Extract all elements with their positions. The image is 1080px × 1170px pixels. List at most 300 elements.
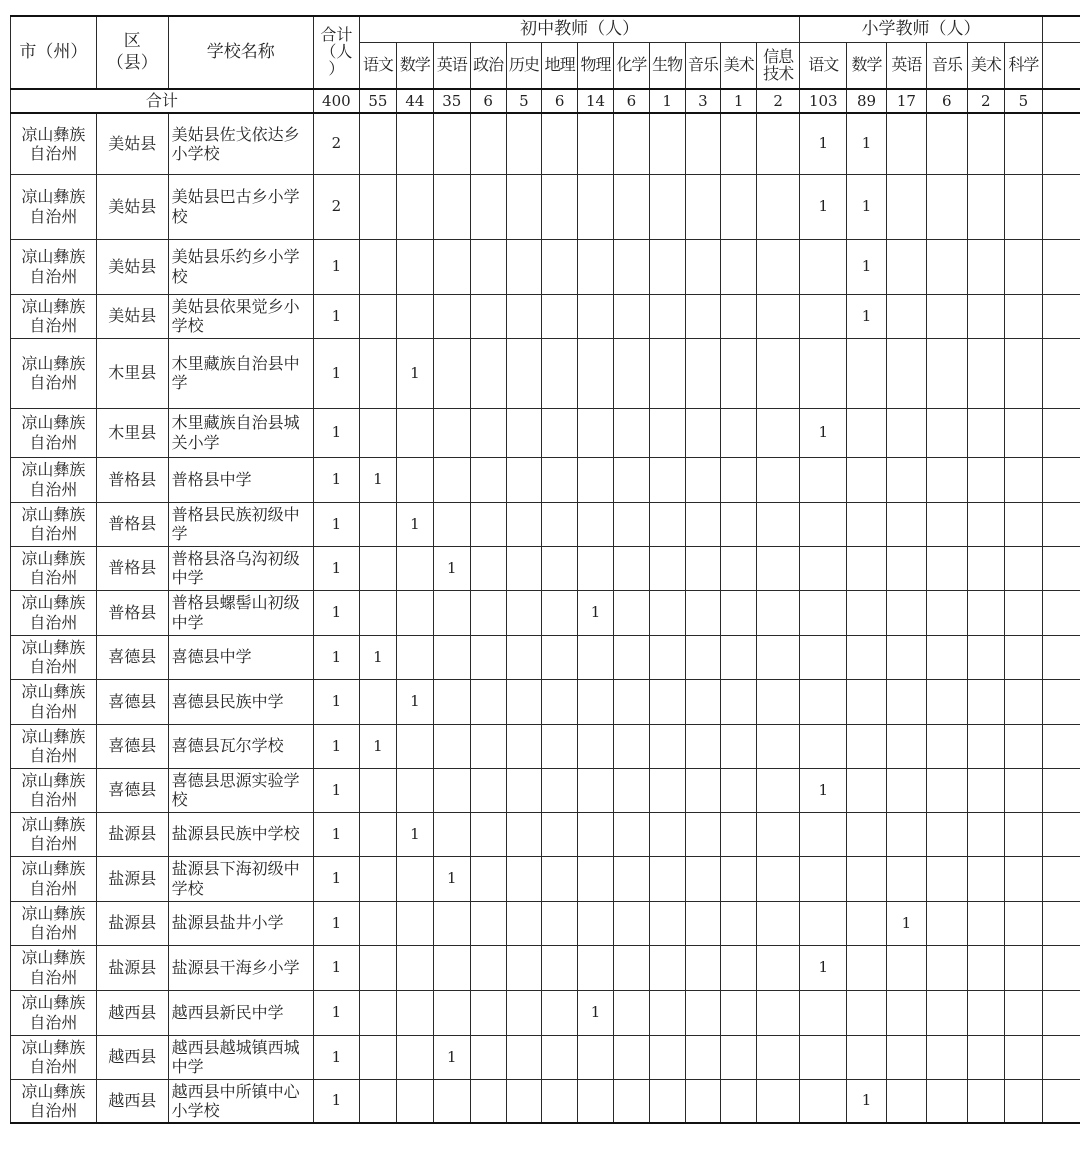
middle-count-cell xyxy=(578,679,614,724)
school-name-cell: 美姑县依果觉乡小学校 xyxy=(168,294,313,338)
primary-count-cell xyxy=(927,502,967,546)
primary-count-cell xyxy=(967,945,1005,990)
middle-count-cell xyxy=(506,901,542,945)
middle-count-cell xyxy=(757,502,800,546)
table-row xyxy=(11,294,1080,338)
middle-count-cell: 1 xyxy=(433,546,470,590)
middle-count-cell xyxy=(542,502,578,546)
middle-count-cell xyxy=(433,768,470,812)
middle-count-cell xyxy=(506,239,542,294)
header-middle-subject: 地理 xyxy=(542,42,578,89)
middle-count-cell xyxy=(578,812,614,856)
middle-count-cell xyxy=(470,724,506,768)
middle-count-cell xyxy=(649,457,685,502)
primary-count-cell xyxy=(927,945,967,990)
primary-count-cell: 1 xyxy=(800,768,847,812)
middle-count-cell xyxy=(506,113,542,174)
middle-count-cell xyxy=(649,294,685,338)
primary-count-cell xyxy=(927,174,967,239)
table-row xyxy=(11,174,1080,239)
overflow-cell xyxy=(1042,590,1080,635)
primary-count-cell xyxy=(927,1035,967,1079)
table-row xyxy=(11,113,1080,174)
header-row xyxy=(11,16,1080,42)
middle-count-cell xyxy=(578,408,614,457)
primary-count-cell xyxy=(967,457,1005,502)
middle-count-cell xyxy=(396,113,433,174)
middle-count-cell xyxy=(433,1079,470,1123)
primary-count-cell: 1 xyxy=(886,901,926,945)
middle-count-cell xyxy=(578,546,614,590)
middle-count-cell xyxy=(685,502,721,546)
middle-count-cell xyxy=(470,338,506,408)
total-primary-cell: 5 xyxy=(1005,89,1043,113)
middle-count-cell xyxy=(614,724,650,768)
city-cell: 凉山彝族 自治州 xyxy=(11,901,97,945)
header-primary-subject: 数学 xyxy=(847,42,886,89)
middle-count-cell xyxy=(649,1079,685,1123)
primary-count-cell xyxy=(886,457,926,502)
middle-count-cell xyxy=(396,1035,433,1079)
overflow-cell xyxy=(1042,174,1080,239)
overflow-cell xyxy=(1042,1035,1080,1079)
middle-count-cell xyxy=(396,239,433,294)
middle-count-cell xyxy=(578,294,614,338)
overflow-cell xyxy=(1042,901,1080,945)
middle-count-cell xyxy=(721,856,757,901)
middle-count-cell xyxy=(757,901,800,945)
middle-count-cell xyxy=(542,546,578,590)
middle-count-cell xyxy=(649,990,685,1035)
primary-count-cell xyxy=(800,812,847,856)
middle-count-cell xyxy=(685,856,721,901)
primary-count-cell xyxy=(967,174,1005,239)
middle-count-cell xyxy=(396,945,433,990)
middle-count-cell xyxy=(359,1079,396,1123)
primary-count-cell xyxy=(1005,679,1043,724)
row-total-cell: 1 xyxy=(313,856,359,901)
overflow-cell xyxy=(1042,239,1080,294)
middle-count-cell xyxy=(614,768,650,812)
primary-count-cell xyxy=(927,901,967,945)
school-name-cell: 越西县越城镇西城中学 xyxy=(168,1035,313,1079)
district-cell: 美姑县 xyxy=(96,294,168,338)
middle-count-cell xyxy=(614,546,650,590)
primary-count-cell xyxy=(1005,724,1043,768)
middle-count-cell xyxy=(721,113,757,174)
middle-count-cell xyxy=(433,294,470,338)
row-total-cell: 1 xyxy=(313,294,359,338)
header-middle-subject: 音乐 xyxy=(685,42,721,89)
middle-count-cell xyxy=(506,812,542,856)
city-cell: 凉山彝族 自治州 xyxy=(11,239,97,294)
primary-count-cell xyxy=(967,635,1005,679)
row-total-cell: 2 xyxy=(313,174,359,239)
row-total-cell: 1 xyxy=(313,239,359,294)
middle-count-cell xyxy=(542,856,578,901)
total-middle-cell: 6 xyxy=(542,89,578,113)
school-name-cell: 普格县螺髻山初级中学 xyxy=(168,590,313,635)
overflow-cell xyxy=(1042,546,1080,590)
overflow-cell xyxy=(1042,768,1080,812)
city-cell: 凉山彝族 自治州 xyxy=(11,174,97,239)
table-row xyxy=(11,1035,1080,1079)
primary-count-cell xyxy=(886,679,926,724)
middle-count-cell xyxy=(614,1035,650,1079)
middle-count-cell xyxy=(578,635,614,679)
middle-count-cell xyxy=(649,113,685,174)
middle-count-cell xyxy=(614,294,650,338)
table-row xyxy=(11,457,1080,502)
primary-count-cell xyxy=(800,679,847,724)
primary-count-cell xyxy=(927,239,967,294)
primary-count-cell xyxy=(967,239,1005,294)
header-primary-subject: 语文 xyxy=(800,42,847,89)
primary-count-cell xyxy=(800,239,847,294)
city-cell: 凉山彝族 自治州 xyxy=(11,457,97,502)
district-cell: 美姑县 xyxy=(96,113,168,174)
city-cell: 凉山彝族 自治州 xyxy=(11,1035,97,1079)
school-name-cell: 喜德县民族中学 xyxy=(168,679,313,724)
primary-count-cell xyxy=(967,901,1005,945)
middle-count-cell xyxy=(721,768,757,812)
middle-count-cell xyxy=(396,635,433,679)
middle-count-cell xyxy=(542,812,578,856)
primary-count-cell xyxy=(847,856,886,901)
primary-count-cell xyxy=(1005,1035,1043,1079)
table-row xyxy=(11,635,1080,679)
row-total-cell: 1 xyxy=(313,768,359,812)
middle-count-cell xyxy=(470,856,506,901)
middle-count-cell xyxy=(685,1035,721,1079)
middle-count-cell xyxy=(614,113,650,174)
row-total-cell: 1 xyxy=(313,724,359,768)
total-middle-cell: 2 xyxy=(757,89,800,113)
middle-count-cell xyxy=(542,724,578,768)
middle-count-cell xyxy=(757,338,800,408)
primary-count-cell xyxy=(886,113,926,174)
middle-count-cell xyxy=(542,113,578,174)
middle-count-cell xyxy=(614,635,650,679)
middle-count-cell xyxy=(721,679,757,724)
table-row xyxy=(11,856,1080,901)
middle-count-cell: 1 xyxy=(396,338,433,408)
primary-count-cell xyxy=(800,590,847,635)
total-primary-cell: 17 xyxy=(886,89,926,113)
primary-count-cell xyxy=(967,546,1005,590)
primary-count-cell xyxy=(1005,457,1043,502)
middle-count-cell xyxy=(470,590,506,635)
middle-count-cell xyxy=(470,239,506,294)
middle-count-cell xyxy=(506,768,542,812)
primary-count-cell xyxy=(1005,174,1043,239)
middle-count-cell xyxy=(757,1079,800,1123)
middle-count-cell xyxy=(649,724,685,768)
school-name-cell: 盐源县民族中学校 xyxy=(168,812,313,856)
middle-count-cell xyxy=(470,679,506,724)
middle-count-cell xyxy=(542,457,578,502)
header-primary-subject: 美术 xyxy=(967,42,1005,89)
teacher-recruitment-table xyxy=(10,15,1080,1124)
middle-count-cell xyxy=(614,990,650,1035)
middle-count-cell xyxy=(614,901,650,945)
primary-count-cell xyxy=(847,679,886,724)
middle-count-cell xyxy=(721,174,757,239)
middle-count-cell xyxy=(614,1079,650,1123)
middle-count-cell xyxy=(542,408,578,457)
primary-count-cell xyxy=(886,408,926,457)
middle-count-cell xyxy=(614,239,650,294)
middle-count-cell xyxy=(359,502,396,546)
header-middle-subject: 物理 xyxy=(578,42,614,89)
total-primary-cell: 103 xyxy=(800,89,847,113)
middle-count-cell: 1 xyxy=(359,457,396,502)
primary-count-cell xyxy=(927,113,967,174)
primary-count-cell xyxy=(927,990,967,1035)
primary-count-cell: 1 xyxy=(800,174,847,239)
middle-count-cell xyxy=(721,239,757,294)
city-cell: 凉山彝族 自治州 xyxy=(11,294,97,338)
middle-count-cell xyxy=(578,1079,614,1123)
header-middle-subject: 政治 xyxy=(470,42,506,89)
primary-count-cell xyxy=(927,1079,967,1123)
middle-count-cell xyxy=(685,679,721,724)
total-row xyxy=(11,89,1080,113)
middle-count-cell xyxy=(649,679,685,724)
primary-count-cell xyxy=(886,812,926,856)
middle-count-cell xyxy=(578,113,614,174)
header-middle-subject: 历史 xyxy=(506,42,542,89)
middle-count-cell xyxy=(649,812,685,856)
row-total-cell: 1 xyxy=(313,679,359,724)
header-middle-subject: 生物 xyxy=(649,42,685,89)
middle-count-cell xyxy=(721,812,757,856)
middle-count-cell xyxy=(470,174,506,239)
middle-count-cell xyxy=(721,945,757,990)
district-cell: 喜德县 xyxy=(96,768,168,812)
middle-count-cell xyxy=(359,239,396,294)
middle-count-cell xyxy=(685,945,721,990)
middle-count-cell xyxy=(542,590,578,635)
primary-count-cell xyxy=(800,546,847,590)
middle-count-cell xyxy=(470,945,506,990)
district-cell: 普格县 xyxy=(96,590,168,635)
row-total-cell: 2 xyxy=(313,113,359,174)
primary-count-cell xyxy=(886,856,926,901)
district-cell: 木里县 xyxy=(96,408,168,457)
row-total-cell: 1 xyxy=(313,901,359,945)
primary-count-cell xyxy=(967,724,1005,768)
middle-count-cell: 1 xyxy=(433,1035,470,1079)
total-primary-cell: 2 xyxy=(967,89,1005,113)
middle-count-cell xyxy=(721,1079,757,1123)
primary-count-cell xyxy=(927,768,967,812)
middle-count-cell xyxy=(721,901,757,945)
header-overflow xyxy=(1042,16,1080,42)
primary-count-cell xyxy=(1005,239,1043,294)
middle-count-cell xyxy=(614,457,650,502)
school-name-cell: 普格县中学 xyxy=(168,457,313,502)
primary-count-cell xyxy=(927,338,967,408)
middle-count-cell xyxy=(506,679,542,724)
middle-count-cell xyxy=(470,457,506,502)
school-name-cell: 越西县中所镇中心小学校 xyxy=(168,1079,313,1123)
primary-count-cell xyxy=(967,338,1005,408)
middle-count-cell xyxy=(359,546,396,590)
middle-count-cell xyxy=(433,239,470,294)
middle-count-cell xyxy=(542,901,578,945)
table-row xyxy=(11,239,1080,294)
middle-count-cell xyxy=(470,408,506,457)
total-middle-cell: 44 xyxy=(396,89,433,113)
middle-count-cell xyxy=(685,546,721,590)
primary-count-cell xyxy=(1005,113,1043,174)
middle-count-cell xyxy=(614,338,650,408)
header-middle-subject: 数学 xyxy=(396,42,433,89)
primary-count-cell xyxy=(1005,502,1043,546)
primary-count-cell xyxy=(1005,294,1043,338)
table-row xyxy=(11,679,1080,724)
school-name-cell: 美姑县乐约乡小学校 xyxy=(168,239,313,294)
primary-count-cell xyxy=(967,1035,1005,1079)
school-name-cell: 喜德县思源实验学校 xyxy=(168,768,313,812)
middle-count-cell xyxy=(578,239,614,294)
header-school: 学校名称 xyxy=(168,16,313,89)
primary-count-cell xyxy=(886,590,926,635)
middle-count-cell xyxy=(721,457,757,502)
middle-count-cell xyxy=(685,294,721,338)
primary-count-cell xyxy=(800,1035,847,1079)
header-middle-subject: 英语 xyxy=(433,42,470,89)
middle-count-cell xyxy=(470,113,506,174)
primary-count-cell xyxy=(927,546,967,590)
middle-count-cell xyxy=(470,901,506,945)
middle-count-cell xyxy=(685,812,721,856)
total-middle-cell: 35 xyxy=(433,89,470,113)
primary-count-cell xyxy=(800,990,847,1035)
primary-count-cell xyxy=(1005,408,1043,457)
middle-count-cell xyxy=(649,338,685,408)
middle-count-cell xyxy=(578,901,614,945)
primary-count-cell xyxy=(927,724,967,768)
primary-count-cell xyxy=(927,635,967,679)
table-row xyxy=(11,590,1080,635)
middle-count-cell xyxy=(685,990,721,1035)
primary-count-cell xyxy=(927,457,967,502)
primary-count-cell xyxy=(1005,338,1043,408)
middle-count-cell xyxy=(433,679,470,724)
middle-count-cell xyxy=(433,590,470,635)
middle-count-cell xyxy=(542,945,578,990)
middle-count-cell xyxy=(614,174,650,239)
total-label: 合计 xyxy=(11,89,314,113)
school-name-cell: 盐源县下海初级中学校 xyxy=(168,856,313,901)
middle-count-cell xyxy=(614,812,650,856)
middle-count-cell xyxy=(649,502,685,546)
middle-count-cell xyxy=(757,239,800,294)
primary-count-cell xyxy=(967,113,1005,174)
middle-count-cell xyxy=(542,174,578,239)
primary-count-cell xyxy=(847,457,886,502)
primary-count-cell: 1 xyxy=(800,113,847,174)
district-cell: 盐源县 xyxy=(96,856,168,901)
primary-count-cell: 1 xyxy=(847,113,886,174)
total-middle-cell: 6 xyxy=(614,89,650,113)
city-cell: 凉山彝族 自治州 xyxy=(11,408,97,457)
middle-count-cell xyxy=(649,945,685,990)
primary-count-cell xyxy=(800,856,847,901)
middle-count-cell xyxy=(757,812,800,856)
middle-count-cell xyxy=(757,546,800,590)
table-row xyxy=(11,768,1080,812)
row-total-cell: 1 xyxy=(313,408,359,457)
district-cell: 木里县 xyxy=(96,338,168,408)
school-name-cell: 盐源县盐井小学 xyxy=(168,901,313,945)
middle-count-cell xyxy=(757,945,800,990)
total-count: 400 xyxy=(313,89,359,113)
middle-count-cell xyxy=(470,502,506,546)
header-middle-subject: 信息 技术 xyxy=(757,42,800,89)
middle-count-cell xyxy=(721,546,757,590)
middle-count-cell xyxy=(470,812,506,856)
middle-count-cell xyxy=(506,856,542,901)
primary-count-cell: 1 xyxy=(800,408,847,457)
primary-count-cell xyxy=(1005,901,1043,945)
middle-count-cell xyxy=(396,590,433,635)
middle-count-cell xyxy=(396,408,433,457)
primary-count-cell xyxy=(1005,768,1043,812)
header-city: 市（州） xyxy=(11,16,97,89)
primary-count-cell xyxy=(886,768,926,812)
total-middle-cell: 6 xyxy=(470,89,506,113)
row-total-cell: 1 xyxy=(313,1079,359,1123)
middle-count-cell xyxy=(433,338,470,408)
primary-count-cell: 1 xyxy=(800,945,847,990)
row-total-cell: 1 xyxy=(313,990,359,1035)
middle-count-cell xyxy=(685,113,721,174)
overflow-cell xyxy=(1042,294,1080,338)
overflow-cell xyxy=(1042,1079,1080,1123)
city-cell: 凉山彝族 自治州 xyxy=(11,812,97,856)
primary-count-cell xyxy=(1005,812,1043,856)
table-row xyxy=(11,338,1080,408)
middle-count-cell xyxy=(470,546,506,590)
district-cell: 美姑县 xyxy=(96,174,168,239)
middle-count-cell xyxy=(757,408,800,457)
primary-count-cell xyxy=(847,812,886,856)
city-cell: 凉山彝族 自治州 xyxy=(11,679,97,724)
primary-count-cell xyxy=(886,724,926,768)
middle-count-cell xyxy=(506,294,542,338)
primary-count-cell xyxy=(847,945,886,990)
middle-count-cell xyxy=(757,724,800,768)
primary-count-cell xyxy=(886,338,926,408)
primary-count-cell xyxy=(847,768,886,812)
middle-count-cell xyxy=(757,113,800,174)
middle-count-cell xyxy=(649,174,685,239)
overflow-cell xyxy=(1042,679,1080,724)
middle-count-cell xyxy=(542,768,578,812)
middle-count-cell xyxy=(433,901,470,945)
primary-count-cell xyxy=(927,812,967,856)
primary-count-cell xyxy=(967,768,1005,812)
primary-count-cell xyxy=(927,856,967,901)
primary-count-cell xyxy=(927,590,967,635)
middle-count-cell: 1 xyxy=(359,635,396,679)
middle-count-cell xyxy=(433,457,470,502)
primary-count-cell xyxy=(886,546,926,590)
district-cell: 盐源县 xyxy=(96,901,168,945)
